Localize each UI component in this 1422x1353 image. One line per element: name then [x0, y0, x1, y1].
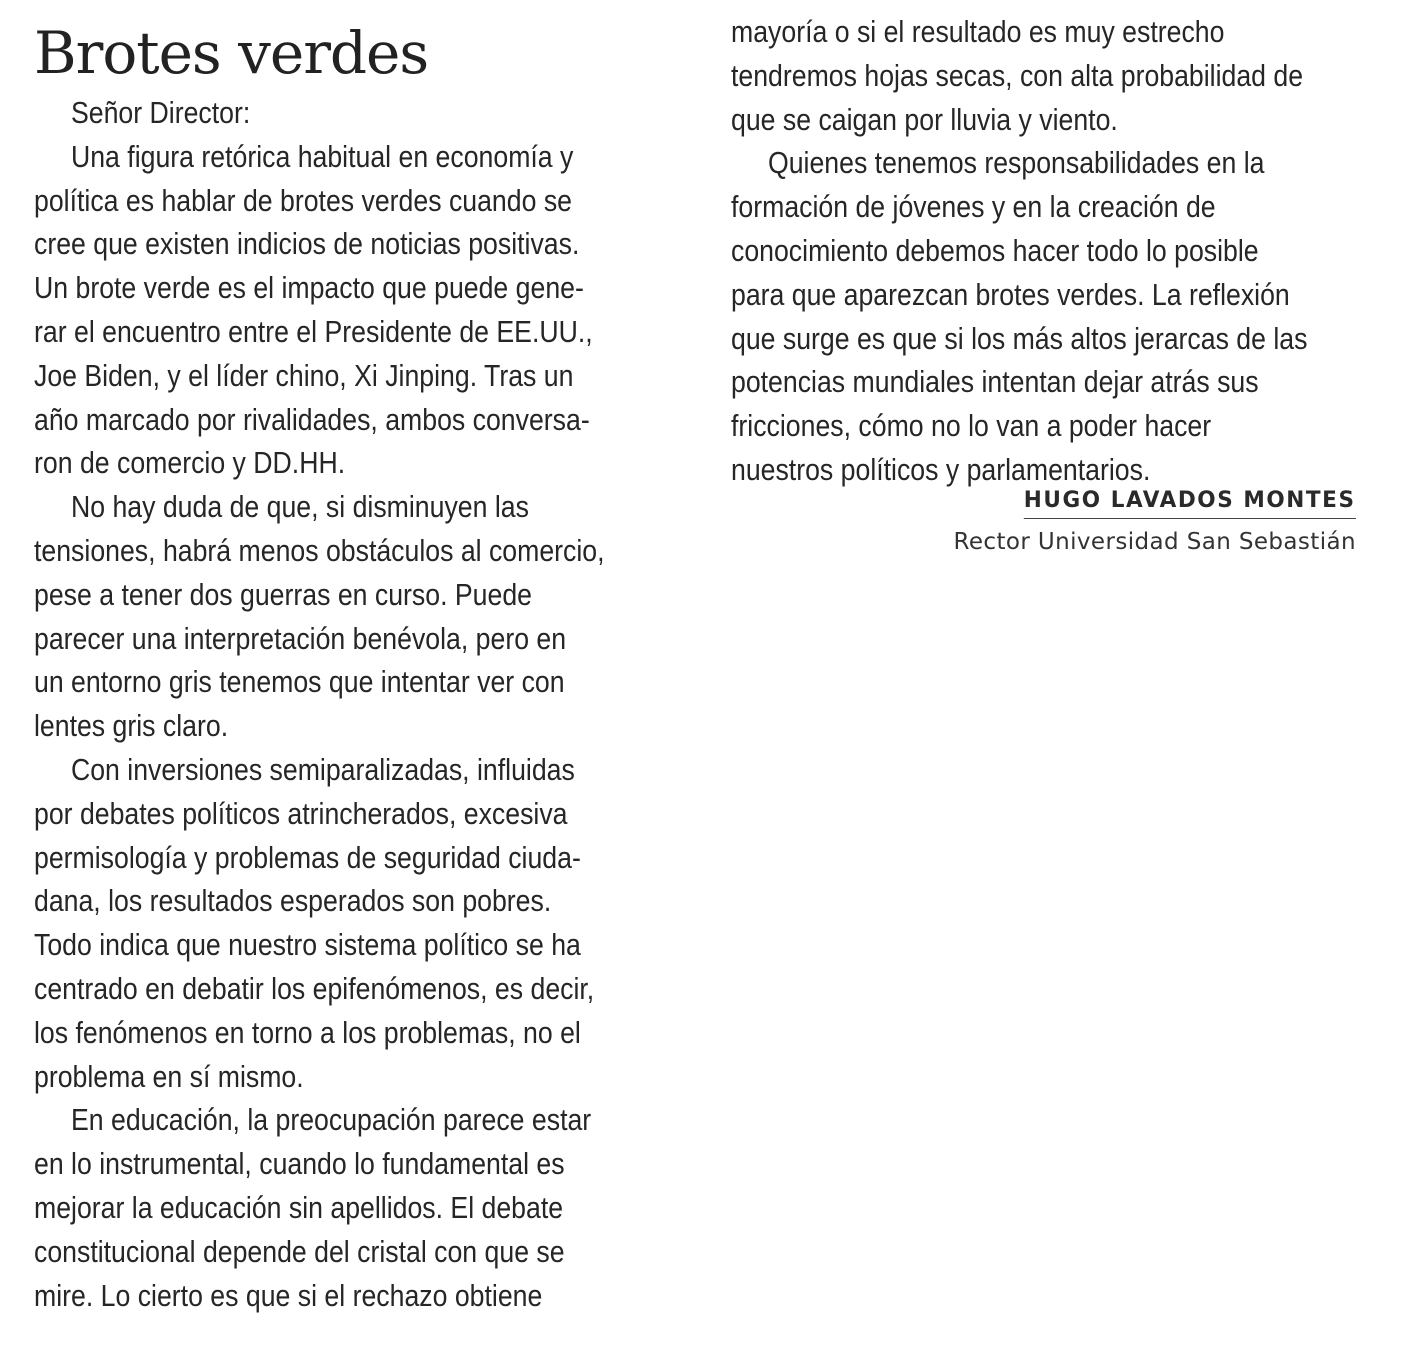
- body-line: cree que existen indicios de noticias positivas.: [34, 226, 580, 262]
- letter-title: Brotes verdes: [34, 19, 429, 87]
- body-line: Quienes tenemos responsabilidades en la: [767, 145, 1265, 181]
- author-name: HUGO LAVADOS MONTES: [1024, 488, 1356, 519]
- body-line: mire. Lo cierto es que si el rechazo obtiene: [34, 1277, 543, 1313]
- author-title: Rector Universidad San Sebastián: [953, 529, 1356, 555]
- body-line: permisología y problemas de seguridad ciuda-: [34, 839, 581, 875]
- signature-block: [954, 488, 1357, 555]
- body-line: centrado en debatir los epifenómenos, es decir,: [34, 970, 595, 1006]
- body-line: en lo instrumental, cuando lo fundamental es: [34, 1146, 565, 1182]
- body-line: tensiones, habrá menos obstáculos al comercio,: [34, 532, 605, 568]
- body-line: que surge es que si los más altos jerarcas de las: [731, 320, 1308, 356]
- body-line: formación de jóvenes y en la creación de: [731, 189, 1216, 225]
- body-line: año marcado por rivalidades, ambos conversa-: [34, 401, 590, 437]
- body-line: parecer una interpretación benévola, pero en: [34, 620, 567, 656]
- body-line: En educación, la preocupación parece estar: [70, 1102, 592, 1138]
- body-line: lentes gris claro.: [34, 708, 229, 744]
- body-line: ron de comercio y DD.HH.: [34, 445, 346, 481]
- body-line: potencias mundiales intentan dejar atrás sus: [731, 364, 1259, 400]
- body-line: constitucional depende del cristal con que se: [34, 1233, 565, 1269]
- body-line: por debates políticos atrincherados, excesiva: [34, 795, 568, 831]
- body-line: Con inversiones semiparalizadas, influidas: [70, 751, 575, 787]
- body-line: un entorno gris tenemos que intentar ver con: [34, 664, 565, 700]
- body-line: Un brote verde es el impacto que puede gene-: [34, 270, 584, 306]
- body-line: que se caigan por lluvia y viento.: [731, 101, 1118, 137]
- body-line: política es hablar de brotes verdes cuando se: [34, 182, 572, 218]
- body-line: fricciones, cómo no lo van a poder hacer: [731, 408, 1212, 444]
- body-line: mayoría o si el resultado es muy estrecho: [731, 14, 1225, 49]
- body-line: conocimiento debemos hacer todo lo posible: [731, 232, 1259, 268]
- body-line: tendremos hojas secas, con alta probabilidad de: [731, 57, 1304, 93]
- body-line: para que aparezcan brotes verdes. La reflexión: [731, 276, 1290, 312]
- body-line: dana, los resultados esperados son pobres.: [34, 883, 552, 919]
- body-line: Señor Director:: [70, 95, 251, 130]
- body-line: Todo indica que nuestro sistema político se ha: [34, 927, 581, 963]
- body-line: problema en sí mismo.: [34, 1058, 304, 1094]
- letter-body-right-column: [731, 10, 1361, 492]
- body-line: los fenómenos en torno a los problemas, no el: [34, 1014, 581, 1050]
- body-line: Una figura retórica habitual en economía y: [70, 138, 574, 174]
- body-line: nuestros políticos y parlamentarios.: [731, 451, 1151, 487]
- body-line: Joe Biden, y el líder chino, Xi Jinping. Tras un: [34, 357, 574, 393]
- body-line: mejorar la educación sin apellidos. El debate: [34, 1189, 564, 1225]
- letter-body-left-column: [34, 91, 659, 1317]
- body-line: pese a tener dos guerras en curso. Puede: [34, 576, 532, 612]
- body-line: rar el encuentro entre el Presidente de EE.UU.,: [34, 313, 593, 349]
- body-line: No hay duda de que, si disminuyen las: [70, 489, 529, 525]
